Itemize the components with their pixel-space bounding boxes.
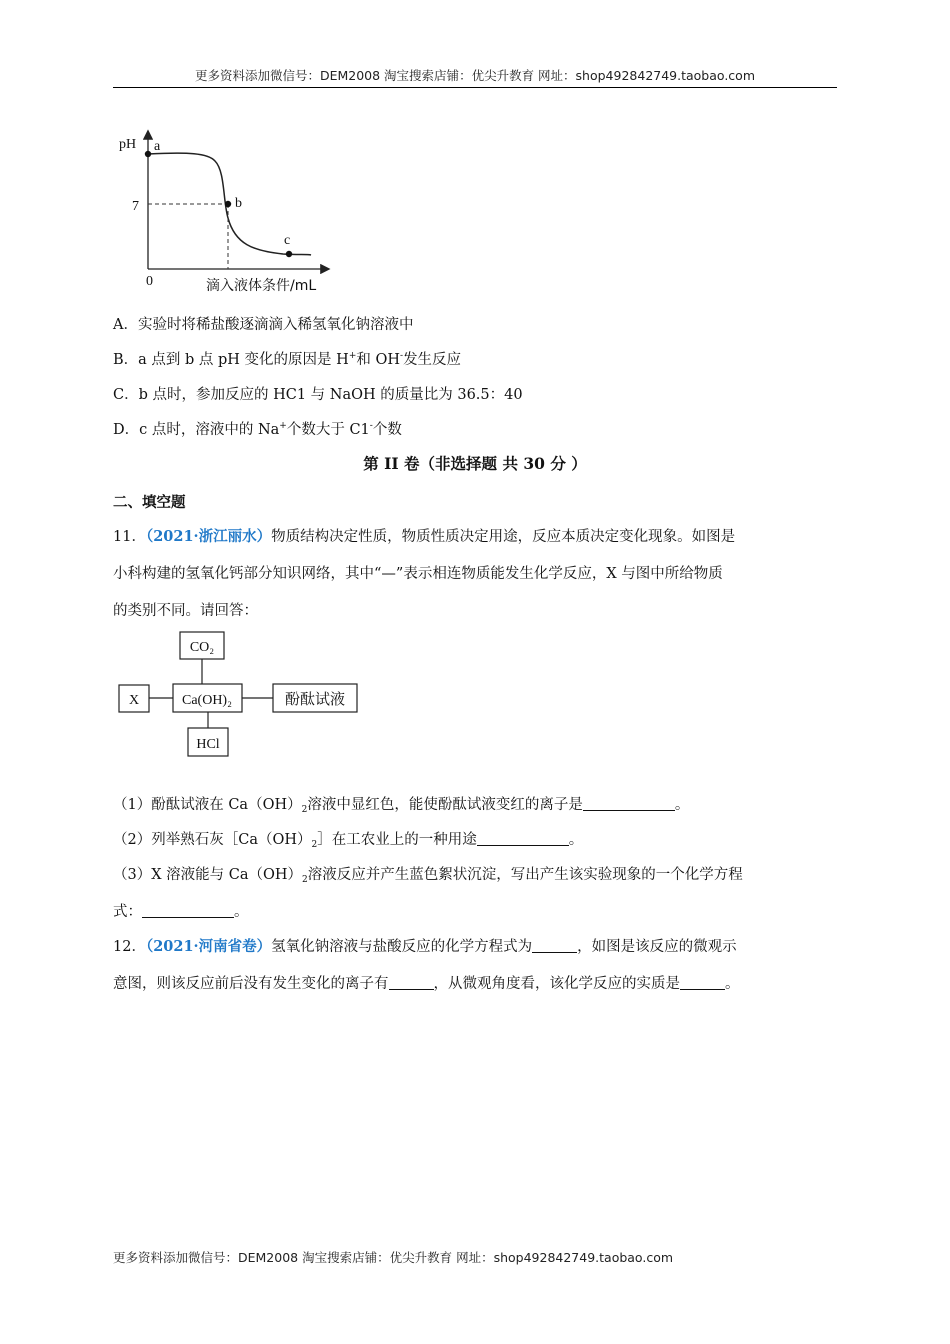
q11-line-2: 小科构建的氢氧化钙部分知识网络，其中“—”表示相连物质能发生化学反应，X 与图中所给物质 (113, 566, 723, 582)
superscript: + (348, 351, 357, 361)
page-footer: 更多资料添加微信号：DEM2008 淘宝搜索店铺：优尖升教育 网址：shop492842749.taobao.com (113, 1250, 674, 1265)
superscript: - (369, 421, 373, 431)
period: 。 (234, 904, 249, 920)
q11-part-3 (113, 863, 743, 885)
q11-line-3: 的类别不同。请回答： (113, 603, 258, 619)
option-d (113, 418, 402, 439)
point-b-dot (225, 201, 231, 207)
x-axis-label: 滴入液体条件/mL (206, 278, 317, 294)
q11-p1-text-1: （1）酚酞试液在 Ca（OH） (113, 797, 302, 813)
q12-text-1: 氢氧化钠溶液与盐酸反应的化学方程式为 (271, 939, 533, 955)
label-hcl: HCl (196, 737, 220, 752)
subscript: 2 (311, 840, 318, 850)
tick-7-label: 7 (132, 199, 139, 214)
q11-p3-text-2: 溶液反应并产生蓝色絮状沉淀，写出产生该实验现象的一个化学方程 (307, 867, 743, 883)
q11-p1-text-2: 溶液中显红色，能使酚酞试液变红的离子是 (307, 797, 583, 813)
q12-line-2 (113, 972, 740, 993)
q12-source-tag: （2021·河南省卷） (145, 938, 272, 955)
option-b-text-3: 发生反应 (403, 352, 462, 368)
point-c-label: c (284, 233, 291, 248)
q11-part-1 (113, 793, 689, 815)
option-b-text-1: B．a 点到 b 点 pH 变化的原因是 H (113, 352, 349, 368)
period: 。 (674, 797, 690, 813)
option-d-text-2: 个数大于 C1 (286, 422, 370, 438)
q12-line-1 (113, 935, 737, 956)
subscript: 2 (302, 875, 308, 885)
section-title: 第 II 卷（非选择题 共 30 分 ） (363, 454, 587, 473)
header-rule (113, 87, 837, 88)
label-x: X (128, 693, 140, 708)
answer-blank[interactable] (583, 797, 675, 811)
q12-text-4: ，从微观角度看，该化学反应的实质是 (433, 976, 680, 992)
answer-blank[interactable] (389, 976, 434, 990)
point-a-label: a (154, 139, 161, 154)
q11-part-2 (113, 828, 583, 850)
label-co2: CO₂ (189, 640, 215, 655)
point-c-dot (286, 251, 292, 257)
q12-number: 12． (113, 939, 146, 955)
subscript: 2 (301, 805, 308, 815)
q12-text-3: 意图，则该反应前后没有发生变化的离子有 (113, 976, 389, 992)
answer-blank[interactable] (477, 832, 569, 846)
option-b (113, 348, 461, 369)
ph-curve-graph (113, 126, 353, 298)
superscript: - (400, 351, 404, 361)
answer-blank[interactable] (142, 904, 234, 918)
superscript: + (279, 421, 287, 431)
answer-blank[interactable] (532, 939, 577, 953)
q11-number: 11． (113, 529, 146, 545)
calcium-hydroxide-network-diagram (113, 630, 373, 760)
point-a-dot (145, 151, 151, 157)
q11-p2-text-1: （2）列举熟石灰［Ca（OH） (113, 832, 312, 848)
option-a: A．实验时将稀盐酸逐滴滴入稀氢氧化钠溶液中 (113, 317, 414, 333)
q11-line-1 (113, 525, 735, 546)
answer-blank[interactable] (680, 976, 725, 990)
q11-text: 物质结构决定性质，物质性质决定用途，反应本质决定变化现象。如图是 (271, 529, 736, 545)
option-d-text-1: D．c 点时，溶液中的 Na (113, 422, 280, 438)
page-header: 更多资料添加微信号：DEM2008 淘宝搜索店铺：优尖升教育 网址：shop492842749.taobao.com (194, 68, 756, 83)
q12-text-2: ，如图是该反应的微观示 (577, 939, 737, 955)
q11-p2-text-2: ］在工农业上的一种用途 (317, 832, 477, 848)
option-d-text-3: 个数 (372, 422, 402, 438)
q11-source-tag: （2021·浙江丽水） (145, 528, 272, 545)
period: 。 (725, 976, 740, 992)
option-b-text-2: 和 OH (356, 352, 401, 368)
label-caoh2: Ca(OH)₂ (182, 693, 232, 708)
q11-part-3-line-2 (113, 900, 249, 921)
y-axis-label: pH (119, 137, 137, 152)
q11-p3-text-1: （3）X 溶液能与 Ca（OH） (113, 867, 303, 883)
option-c: C．b 点时，参加反应的 HC1 与 NaOH 的质量比为 36.5：40 (113, 387, 523, 403)
period: 。 (568, 832, 584, 848)
q11-p3-text-3: 式： (113, 904, 142, 920)
origin-label: 0 (146, 274, 153, 289)
point-b-label: b (235, 196, 242, 211)
label-phenolphthalein: 酚酞试液 (284, 690, 346, 708)
section-subtitle: 二、填空题 (113, 494, 186, 511)
